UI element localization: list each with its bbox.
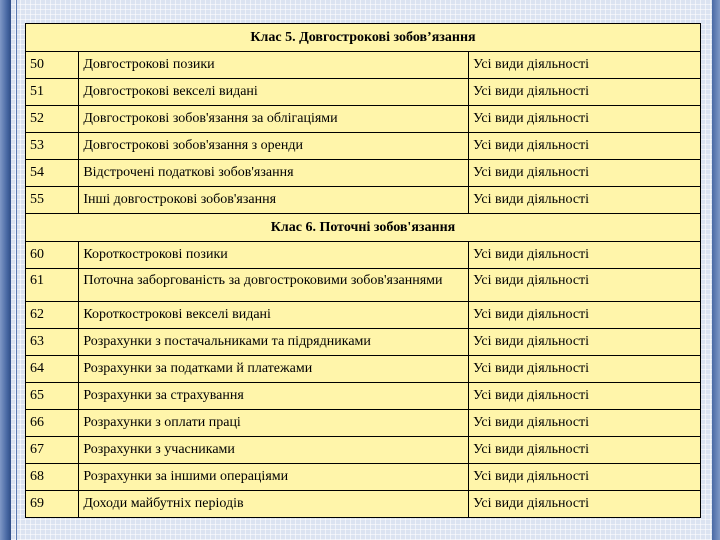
account-code: 52 [26,106,79,133]
account-row-69 [26,491,701,518]
account-scope: Усі види діяльності [469,106,701,133]
account-row-60 [26,242,701,269]
account-row-67 [26,437,701,464]
left-frame-bar [0,0,11,540]
account-row-51 [26,79,701,106]
account-code: 54 [26,160,79,187]
account-scope: Усі види діяльності [469,410,701,437]
account-code: 68 [26,464,79,491]
account-name: Розрахунки з оплати праці [79,410,469,437]
account-code: 61 [26,269,79,302]
account-name: Розрахунки з постачальниками та підрядниками [79,329,469,356]
account-name: Розрахунки за податками й платежами [79,356,469,383]
account-row-65 [26,383,701,410]
account-name: Довгострокові зобов'язання з оренди [79,133,469,160]
account-name: Розрахунки за іншими операціями [79,464,469,491]
account-code: 64 [26,356,79,383]
class-5-title-row [26,24,701,52]
account-scope: Усі види діяльності [469,464,701,491]
account-scope: Усі види діяльності [469,79,701,106]
account-scope: Усі види діяльності [469,160,701,187]
account-scope: Усі види діяльності [469,491,701,518]
account-code: 65 [26,383,79,410]
account-scope: Усі види діяльності [469,383,701,410]
account-code: 60 [26,242,79,269]
account-scope: Усі види діяльності [469,356,701,383]
account-row-68 [26,464,701,491]
account-scope: Усі види діяльності [469,52,701,79]
account-row-64 [26,356,701,383]
account-code: 51 [26,79,79,106]
account-name: Розрахунки за страхування [79,383,469,410]
account-row-55 [26,187,701,214]
class-5-title: Клас 5. Довгострокові зобов’язання [26,24,701,52]
account-row-50 [26,52,701,79]
account-name: Поточна заборгованість за довгостроковими зобов'язаннями [79,269,469,302]
account-row-52 [26,106,701,133]
account-name: Довгострокові зобов'язання за облігаціями [79,106,469,133]
account-code: 63 [26,329,79,356]
account-code: 53 [26,133,79,160]
class-6-title-row [26,214,701,242]
account-name: Короткострокові векселі видані [79,302,469,329]
account-code: 55 [26,187,79,214]
account-scope: Усі види діяльності [469,437,701,464]
account-name: Доходи майбутніх періодів [79,491,469,518]
account-code: 66 [26,410,79,437]
account-scope: Усі види діяльності [469,329,701,356]
account-name: Розрахунки з учасниками [79,437,469,464]
account-scope: Усі види діяльності [469,133,701,160]
account-row-61 [26,269,701,302]
right-frame-bar [712,0,720,540]
account-row-62 [26,302,701,329]
account-code: 50 [26,52,79,79]
account-row-53 [26,133,701,160]
account-name: Довгострокові векселі видані [79,79,469,106]
chart-of-accounts-table [25,23,701,518]
account-code: 62 [26,302,79,329]
account-row-54 [26,160,701,187]
account-name: Відстрочені податкові зобов'язання [79,160,469,187]
account-name: Довгострокові позики [79,52,469,79]
account-code: 69 [26,491,79,518]
account-scope: Усі види діяльності [469,269,701,302]
account-scope: Усі види діяльності [469,242,701,269]
account-name: Короткострокові позики [79,242,469,269]
left-frame-line [16,0,17,540]
account-scope: Усі види діяльності [469,187,701,214]
account-code: 67 [26,437,79,464]
class-6-title: Клас 6. Поточні зобов'язання [26,214,701,242]
account-name: Інші довгострокові зобов'язання [79,187,469,214]
account-scope: Усі види діяльності [469,302,701,329]
account-row-63 [26,329,701,356]
account-row-66 [26,410,701,437]
